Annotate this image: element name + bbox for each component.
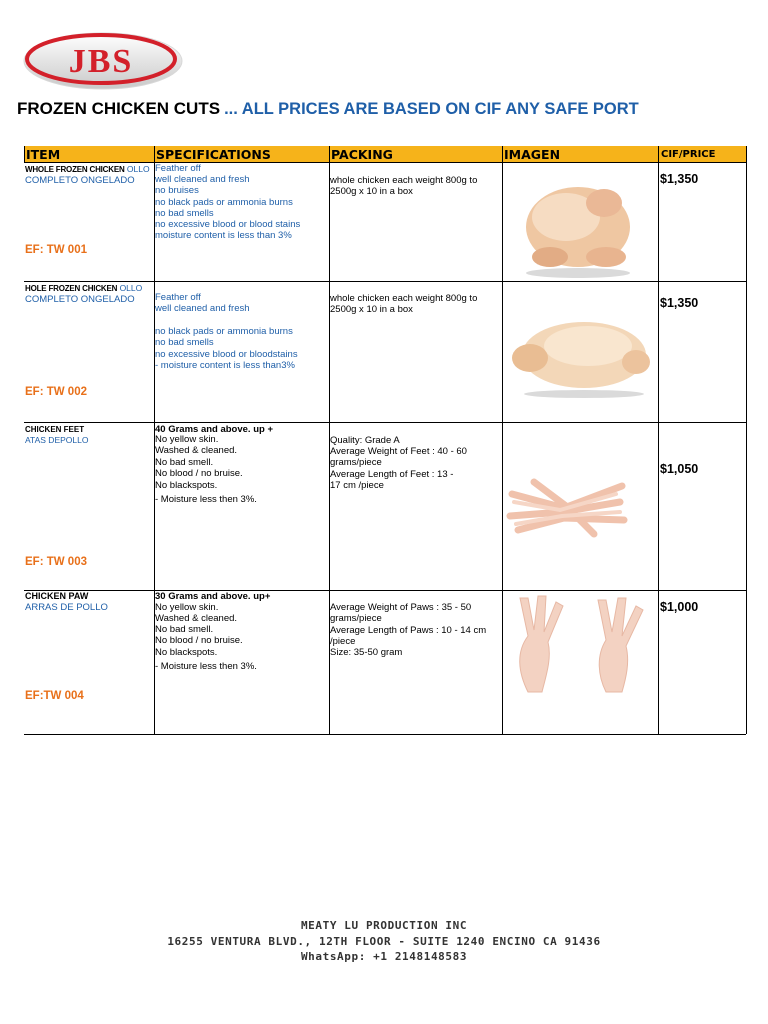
item-subname: COMPLETO ONGELADO	[25, 175, 135, 186]
packing-line: 17 cm /piece	[330, 480, 384, 491]
spec-line: Washed & cleaned.	[155, 613, 238, 624]
packing-line: grams/piece	[330, 613, 382, 624]
packing-line: Average Length of Feet : 13 -	[330, 469, 454, 480]
spec-line: Feather off	[155, 292, 201, 303]
packing-line: Size: 35-50 gram	[330, 647, 403, 658]
item-ref: EF:TW 004	[25, 690, 84, 702]
packing-line: Quality: Grade A	[330, 435, 400, 446]
item-ref: EF: TW 003	[25, 556, 87, 568]
spec-line: No blackspots.	[155, 480, 218, 491]
jbs-logo	[22, 30, 184, 92]
item-ref: EF: TW 001	[25, 244, 87, 256]
headline-main: FROZEN CHICKEN CUTS	[17, 99, 221, 118]
headline-sub: ... ALL PRICES ARE BASED ON CIF ANY SAFE PORT	[224, 100, 639, 118]
packing-line: grams/piece	[330, 457, 382, 468]
item-subname: ARRAS DE POLLO	[25, 602, 108, 613]
grid-line	[24, 146, 25, 162]
spec-line: no black pads or ammonia burns	[155, 197, 293, 208]
header-image: IMAGEN	[504, 147, 561, 162]
grid-line	[24, 281, 746, 282]
header-packing: PACKING	[331, 147, 393, 162]
page-headline	[17, 99, 639, 119]
grid-line	[746, 146, 747, 734]
spec-line: no bad smells	[155, 208, 214, 219]
spec-line: - Moisture less then 3%.	[155, 661, 257, 672]
header-price: CIF/PRICE	[661, 149, 716, 160]
spec-title: 30 Grams and above. up+	[155, 591, 271, 602]
packing-line: 2500g x 10 in a box	[330, 186, 413, 197]
spec-line: No blood / no bruise.	[155, 635, 243, 646]
packing-line: 2500g x 10 in a box	[330, 304, 413, 315]
grid-line	[24, 422, 746, 423]
spec-line: no bad smells	[155, 337, 214, 348]
grid-line	[24, 162, 746, 163]
spec-line: No yellow skin.	[155, 602, 219, 613]
spec-line: - moisture content is less than3%	[155, 360, 295, 371]
svg-text:JBS: JBS	[68, 43, 134, 80]
header-specifications: SPECIFICATIONS	[156, 147, 271, 162]
whole-chicken-image	[504, 310, 654, 400]
spec-line: No yellow skin.	[155, 434, 219, 445]
item-ref: EF: TW 002	[25, 386, 87, 398]
item-name: CHICKEN FEET	[25, 425, 85, 434]
price: $1,050	[660, 462, 699, 476]
spec-line: no excessive blood or blood stains	[155, 219, 301, 230]
spec-line: No bad smell.	[155, 624, 214, 635]
spec-line: Feather off	[155, 163, 201, 174]
chicken-feet-image	[504, 472, 630, 544]
header-item: ITEM	[26, 147, 61, 162]
packing-line: Average Weight of Paws : 35 - 50	[330, 602, 472, 613]
footer-company: MEATY LU PRODUCTION INC	[300, 919, 468, 932]
spec-line: well cleaned and fresh	[155, 303, 250, 314]
spec-line: moisture content is less than 3%	[155, 230, 292, 241]
spec-title: 40 Grams and above. up +	[155, 424, 274, 435]
grid-line	[502, 146, 503, 734]
grid-line	[24, 734, 746, 735]
grid-line	[24, 590, 746, 591]
whole-chicken-image	[506, 165, 652, 279]
packing-line: Average Weight of Feet : 40 - 60	[330, 446, 467, 457]
item-name: HOLE FROZEN CHICKEN OLLO	[25, 283, 143, 293]
spec-line: No blackspots.	[155, 647, 218, 658]
price: $1,350	[660, 296, 699, 310]
price: $1,000	[660, 600, 699, 614]
packing-line: /piece	[330, 636, 356, 647]
packing-line: whole chicken each weight 800g to	[330, 175, 478, 186]
item-subname: COMPLETO ONGELADO	[25, 294, 135, 305]
grid-line	[658, 146, 659, 734]
spec-line: no bruises	[155, 185, 199, 196]
spec-line: no black pads or ammonia burns	[155, 326, 293, 337]
packing-line: whole chicken each weight 800g to	[330, 293, 478, 304]
chicken-paws-image	[506, 592, 656, 696]
item-name: CHICKEN PAW	[25, 591, 89, 601]
spec-line: - Moisture less then 3%.	[155, 494, 257, 505]
spec-line: No blood / no bruise.	[155, 468, 243, 479]
packing-line: Average Length of Paws : 10 - 14 cm	[330, 625, 487, 636]
item-name: WHOLE FROZEN CHICKEN OLLO	[25, 164, 150, 174]
price: $1,350	[660, 172, 699, 186]
spec-line: no excessive blood or bloodstains	[155, 349, 298, 360]
footer-whatsapp: WhatsApp: +1 2148148583	[300, 950, 468, 963]
spec-line: No bad smell.	[155, 457, 214, 468]
spec-line: well cleaned and fresh	[155, 174, 250, 185]
item-subname: ATAS DEPOLLO	[25, 435, 89, 445]
spec-line: Washed & cleaned.	[155, 445, 238, 456]
footer-address: 16255 VENTURA BLVD., 12TH FLOOR - SUITE 1240 ENCINO CA 91436	[167, 935, 601, 948]
